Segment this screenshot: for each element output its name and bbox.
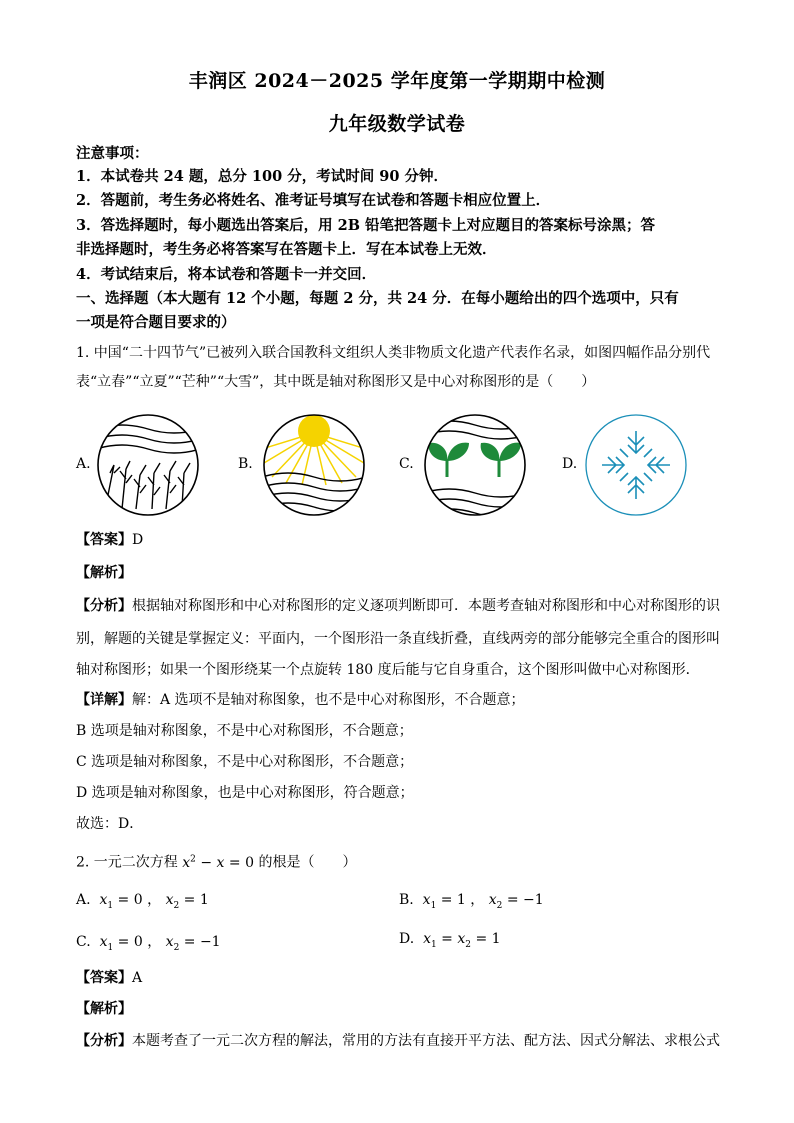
q1-answer	[76, 530, 726, 550]
answer-tag: 【答案】	[76, 532, 132, 548]
q1-fenxi-2: 别，解题的关键是掌握定义：平面内，一个图形沿一条直线折叠，直线两旁的部分能够完全重合的图形叫	[76, 631, 720, 647]
option-b-label: B.	[238, 456, 253, 472]
q2-answer-tag: 【答案】	[76, 970, 132, 986]
q1-detail-3: C 选项是轴对称图象，不是中心对称图形，不合题意；	[76, 754, 414, 770]
figure-a-spring-icon	[96, 413, 200, 517]
note-item-2: 2．答题前，考生务必将姓名、准考证号填写在试卷和答题卡相应位置上．	[76, 192, 551, 209]
notes-heading: 注意事项：	[76, 145, 149, 162]
question-2-stem	[76, 849, 726, 873]
q1-detail-1	[76, 690, 726, 710]
q2-fenxi-tag: 【分析】	[76, 1033, 132, 1049]
option-a-label: A.	[76, 456, 91, 472]
q2-equation: $x^2 - x = 0$	[182, 854, 254, 871]
q1-analysis-tag: 【解析】	[76, 565, 132, 581]
note-item-3: 3．答选择题时，每小题选出答案后，用 2B 铅笔把答题卡上对应题目的答案标号涂黑；答	[76, 217, 656, 234]
q2-answer	[76, 968, 726, 988]
exam-subtitle: 九年级数学试卷	[328, 113, 466, 135]
answer-value: D	[132, 532, 144, 548]
q2-option-d: D. $x_1 = x_2 = 1$	[399, 931, 501, 950]
q2-stem-after: 的根是（ ）	[258, 854, 357, 871]
q2-option-c-label: C.	[76, 934, 91, 950]
question-1-stem-cont: 表“立春”“立夏”“芒种”“大雪”，其中既是轴对称图形又是中心对称图形的是（ ）	[76, 374, 596, 390]
figure-c-grain-icon	[423, 413, 527, 517]
fenxi-tag: 【分析】	[76, 598, 132, 614]
q1-fenxi-1	[76, 596, 726, 616]
q2-stem-before: 2. 一元二次方程	[76, 854, 178, 871]
q1-conclusion: 故选：D．	[76, 816, 144, 832]
section-heading-cont: 一项是符合题目要求的）	[76, 314, 236, 331]
q2-option-b: B. $x_1 = 1$ ， $x_2 = -1$	[399, 892, 544, 911]
q2-option-b-label: B.	[399, 892, 414, 908]
note-item-4: 4．考试结束后，将本试卷和答题卡一并交回．	[76, 266, 377, 283]
q1-detail-2: B 选项是轴对称图象，不是中心对称图形，不合题意；	[76, 723, 413, 739]
q2-fenxi-1	[76, 1031, 726, 1051]
detail-text-1: 解：A 选项不是轴对称图象，也不是中心对称图形，不合题意；	[132, 692, 525, 708]
q1-fenxi-3: 轴对称图形；如果一个图形绕某一个点旋转 180 度后能与它自身重合，这个图形叫做中心对称图形．	[76, 662, 700, 678]
note-item-3-cont: 非选择题时，考生务必将答案写在答题卡上．写在本试卷上无效．	[76, 241, 497, 258]
q2-fenxi-text-1: 本题考查了一元二次方程的解法，常用的方法有直接开平方法、配方法、因式分解法、求根公式	[132, 1033, 720, 1049]
fenxi-text-1: 根据轴对称图形和中心对称图形的定义逐项判断即可．本题考查轴对称图形和中心对称图形的识	[132, 598, 720, 614]
note-item-1: 1．本试卷共 24 题，总分 100 分，考试时间 90 分钟．	[76, 168, 448, 185]
figure-d-snowflake-icon	[584, 413, 688, 517]
q2-option-a: A. $x_1 = 0$ ， $x_2 = 1$	[76, 892, 209, 911]
question-1-stem: 1. 中国“二十四节气”已被列入联合国教科文组织人类非物质文化遗产代表作名录，如图四幅作品分别代	[76, 345, 711, 361]
q1-detail-4: D 选项是轴对称图象，也是中心对称图形，符合题意；	[76, 785, 414, 801]
q2-analysis-tag: 【解析】	[76, 1001, 132, 1017]
option-d-label: D.	[562, 456, 578, 472]
option-c-label: C.	[399, 456, 414, 472]
section-heading: 一、选择题（本大题有 12 个小题，每题 2 分，共 24 分．在每小题给出的四个选项中，只有	[76, 290, 679, 307]
exam-title: 丰润区 2024－2025 学年度第一学期期中检测	[188, 70, 606, 92]
detail-tag: 【详解】	[76, 692, 132, 708]
q2-option-c: C. $x_1 = 0$ ， $x_2 = -1$	[76, 934, 221, 953]
q2-option-a-label: A.	[76, 892, 91, 908]
figure-b-summer-icon	[262, 413, 366, 517]
q2-option-d-label: D.	[399, 931, 415, 947]
q2-answer-value: A	[132, 970, 143, 986]
